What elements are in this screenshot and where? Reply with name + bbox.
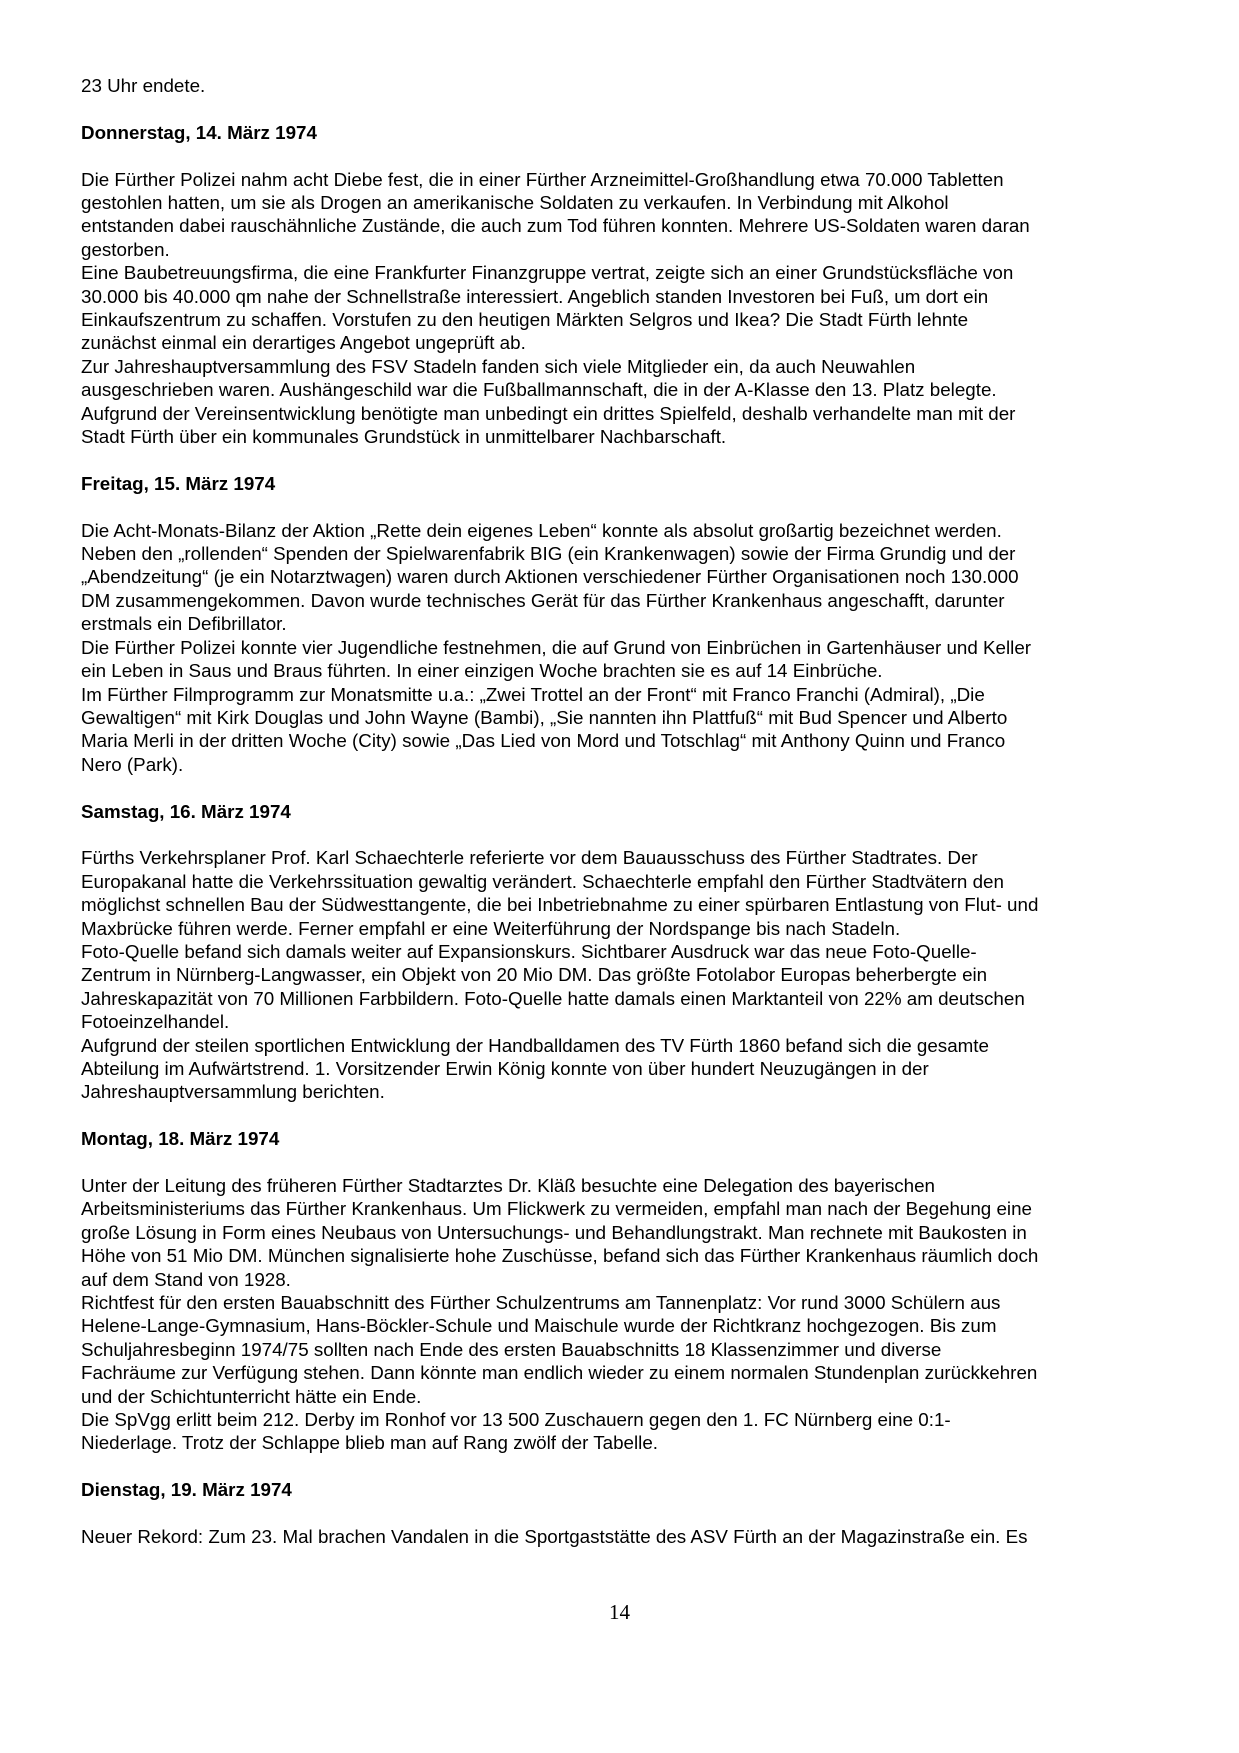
body-line: Aufgrund der steilen sportlichen Entwicklung der Handballdamen des TV Fürth 1860 befand sich die gesamte [81, 1034, 989, 1056]
section-heading: Samstag, 16. März 1974 [81, 800, 291, 822]
body-line: Gewaltigen“ mit Kirk Douglas und John Wayne (Bambi), „Sie nannten ihn Plattfuß“ mit Bud Spencer und Alberto [81, 706, 1008, 728]
body-line: Helene-Lange-Gymnasium, Hans-Böckler-Schule und Maischule wurde der Richtkranz hochgezogen. Bis zum [81, 1315, 997, 1337]
body-line: Jahreskapazität von 70 Millionen Farbbildern. Foto-Quelle hatte damals einen Marktanteil von 22% am deutschen [81, 987, 1025, 1009]
body-line: Abteilung im Aufwärtstrend. 1. Vorsitzender Erwin König konnte von über hundert Neuzugängen in der [81, 1057, 929, 1079]
body-line: Neben den „rollenden“ Spenden der Spielwarenfabrik BIG (ein Krankenwagen) sowie der Firma Grundig und der [81, 543, 1016, 565]
document-content [81, 74, 1169, 1548]
body-line: Zentrum in Nürnberg-Langwasser, ein Objekt von 20 Mio DM. Das größte Fotolabor Europas beherbergte ein [81, 964, 988, 986]
body-line: zunächst einmal ein derartiges Angebot ungeprüft ab. [81, 332, 526, 354]
body-line: Nero (Park). [81, 753, 184, 775]
body-line: große Lösung in Form eines Neubaus von Untersuchungs- und Behandlungstrakt. Man rechnete mit Baukosten in [81, 1221, 1027, 1243]
body-line: Richtfest für den ersten Bauabschnitt des Fürther Schulzentrums am Tannenplatz: Vor rund 3000 Schülern aus [81, 1292, 1001, 1313]
body-line: Eine Baubetreuungsfirma, die eine Frankfurter Finanzgruppe vertrat, zeigte sich an einer Grundstücksfläche von [81, 262, 1014, 284]
intro-line: 23 Uhr endete. [81, 75, 206, 96]
body-line: Fotoeinzelhandel. [81, 1011, 230, 1033]
page-number: 14 [609, 1600, 630, 1624]
body-line: erstmals ein Defibrillator. [81, 613, 287, 635]
body-line: Foto-Quelle befand sich damals weiter auf Expansionskurs. Sichtbarer Ausdruck war das neue Foto-Quelle- [81, 940, 977, 962]
body-line: ausgeschrieben waren. Aushängeschild war die Fußballmannschaft, die in der A-Klasse den 13. Platz belegte. [81, 379, 997, 401]
body-line: Niederlage. Trotz der Schlappe blieb man auf Rang zwölf der Tabelle. [81, 1432, 658, 1454]
body-line: Arbeitsministeriums das Fürther Krankenhaus. Um Flickwerk zu vermeiden, empfahl man nach der Begehung eine [81, 1198, 1032, 1220]
body-line: Im Fürther Filmprogramm zur Monatsmitte u.a.: „Zwei Trottel an der Front“ mit Franco Franchi (Admiral), „Die [81, 683, 985, 705]
body-line: Neuer Rekord: Zum 23. Mal brachen Vandalen in die Sportgaststätte des ASV Fürth an der Magazinstraße ein. Es [81, 1526, 1028, 1548]
body-line: ein Leben in Saus und Braus führten. In einer einzigen Woche brachten sie es auf 14 Einbrüche. [81, 660, 883, 682]
body-line: Aufgrund der Vereinsentwicklung benötigte man unbedingt ein drittes Spielfeld, deshalb verhandelte man mit der [81, 402, 1016, 424]
body-line: Einkaufszentrum zu schaffen. Vorstufen zu den heutigen Märkten Selgros und Ikea? Die Stadt Fürth lehnte [81, 309, 969, 331]
body-line: entstanden dabei rauschähnliche Zustände, die auch zum Tod führen konnten. Mehrere US-Soldaten waren daran [81, 215, 1030, 237]
body-line: 30.000 bis 40.000 qm nahe der Schnellstraße interessiert. Angeblich standen Investoren bei Fuß, um dort ein [81, 285, 989, 307]
body-line: Die Fürther Polizei nahm acht Diebe fest, die in einer Fürther Arzneimittel-Großhandlung etwa 70.000 Tabletten [81, 168, 1004, 190]
body-line: Europakanal hatte die Verkehrssituation gewaltig verändert. Schaechterle empfahl den Fürther Stadtvätern den [81, 870, 1004, 892]
body-line: gestorben. [81, 238, 170, 260]
body-line: Höhe von 51 Mio DM. München signalisierte hohe Zuschüsse, befand sich das Fürther Krankenhaus räumlich doch [81, 1245, 1039, 1267]
body-line: Die Fürther Polizei konnte vier Jugendliche festnehmen, die auf Grund von Einbrüchen in Gartenhäuser und Keller [81, 636, 1032, 658]
body-line: Unter der Leitung des früheren Fürther Stadtarztes Dr. Kläß besuchte eine Delegation des bayerischen [81, 1174, 935, 1196]
body-line: gestohlen hatten, um sie als Drogen an amerikanische Soldaten zu verkaufen. In Verbindung mit Alkohol [81, 192, 949, 213]
body-line: Fachräume zur Verfügung stehen. Dann könnte man endlich wieder zu einem normalen Stundenplan zurückkehren [81, 1362, 1038, 1384]
body-line: DM zusammengekommen. Davon wurde technisches Gerät für das Fürther Krankenhaus angeschafft, darunter [81, 589, 1005, 611]
body-line: und der Schichtunterricht hätte ein Ende. [81, 1385, 422, 1407]
body-line: Die SpVgg erlitt beim 212. Derby im Ronhof vor 13 500 Zuschauern gegen den 1. FC Nürnberg eine 0:1- [81, 1409, 951, 1431]
section-heading: Dienstag, 19. März 1974 [81, 1479, 292, 1501]
section-heading: Freitag, 15. März 1974 [81, 472, 276, 494]
body-line: Jahreshauptversammlung berichten. [81, 1081, 385, 1103]
body-line: möglichst schnellen Bau der Südwesttangente, die bei Inbetriebnahme zu einer spürbaren Entlastung von Flut- und [81, 894, 1039, 916]
section-heading: Donnerstag, 14. März 1974 [81, 121, 317, 143]
body-line: Die Acht-Monats-Bilanz der Aktion „Rette dein eigenes Leben“ konnte als absolut großartig bezeichnet werden. [81, 519, 1002, 541]
body-line: Maria Merli in der dritten Woche (City) sowie „Das Lied von Mord und Totschlag“ mit Anthony Quinn und Franco [81, 730, 1006, 752]
body-line: Stadt Fürth über ein kommunales Grundstück in unmittelbarer Nachbarschaft. [81, 426, 727, 448]
body-line: Schuljahresbeginn 1974/75 sollten nach Ende des ersten Bauabschnitts 18 Klassenzimmer und diverse [81, 1338, 942, 1360]
body-line: „Abendzeitung“ (je ein Notarztwagen) waren durch Aktionen verschiedener Fürther Organisationen noch 130.000 [81, 566, 1019, 588]
section-heading: Montag, 18. März 1974 [81, 1128, 280, 1150]
body-line: auf dem Stand von 1928. [81, 1268, 291, 1290]
body-line: Maxbrücke führen werde. Ferner empfahl er eine Weiterführung der Nordspange bis nach Stadeln. [81, 917, 901, 939]
body-line: Fürths Verkehrsplaner Prof. Karl Schaechterle referierte vor dem Bauausschuss des Fürther Stadtrates. Der [81, 847, 978, 869]
body-line: Zur Jahreshauptversammlung des FSV Stadeln fanden sich viele Mitglieder ein, da auch Neuwahlen [81, 355, 916, 377]
